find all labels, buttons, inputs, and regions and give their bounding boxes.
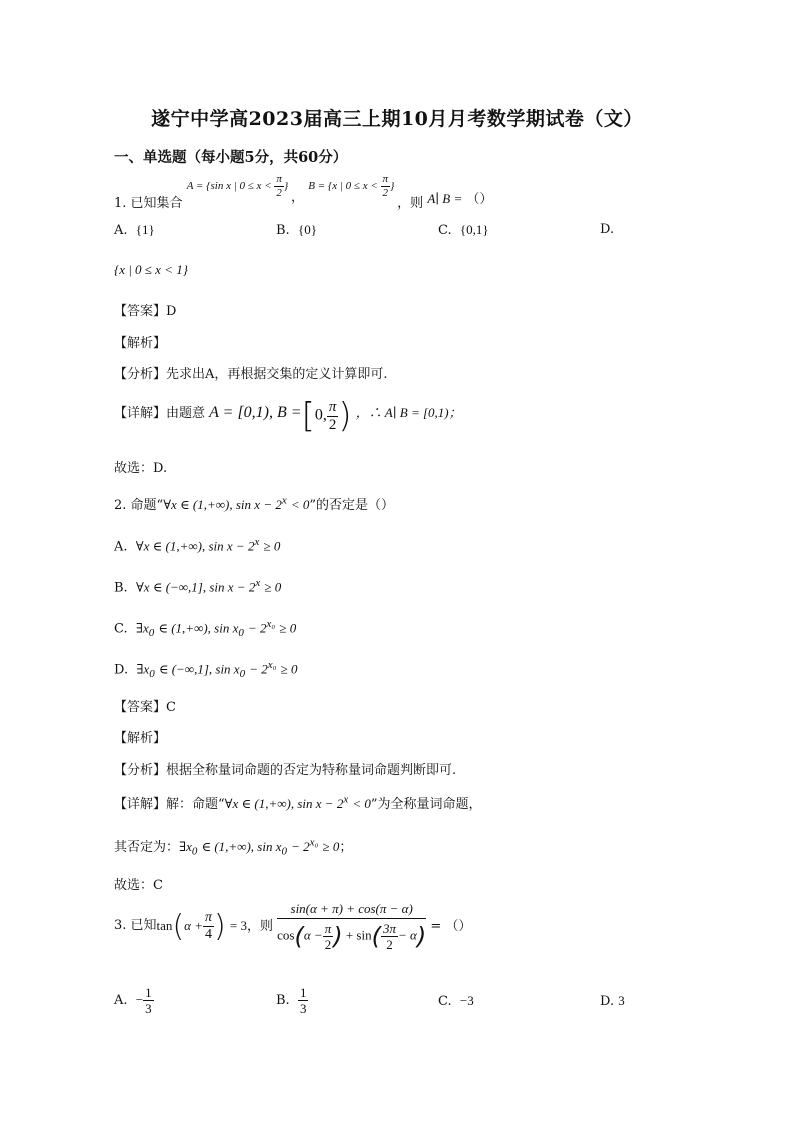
q2-analysis: 【分析】根据全称量词命题的否定为特称量词命题判断即可. [114,763,457,778]
q1-option-d: {x | 0 ≤ x < 1} [114,262,188,277]
question-3-stem: 3. 已知tan(α + $\frac{\pi}{4}$ ) = 3，则 sin(α + π) + cos(π − α) cos(α − $\frac{\pi}{2}$ ) + sin( $\frac{3\pi}{2}$ − α) = （） [114,901,472,952]
q3-denominator: cos(α − $\frac{\pi}{2}$ ) + sin( $\frac{3\pi}{2}$ − α) [277,921,427,952]
q1-set-a: A = {sin x | 0 ≤ x < $\frac{\pi}{2}$ } [186,173,289,199]
q1-answer: 【答案】D [114,304,177,319]
q3-option-a: A. − $\frac{1}{3}$ [114,985,152,1016]
question-2-stem: 2. 命题“∀x ∈ (1,+∞), $\sin x - 2^x < 0$”的否定是（） [114,494,395,513]
q1-option-d-label: D. [600,222,615,237]
q1-analysis: 【分析】先求出A，再根据交集的定义计算即可. [114,367,388,382]
q1-conclusion: 故选：D. [114,461,168,476]
q2-option-c: C. $\exists x_0$ ∈ (1,+∞), $\sin x_0 - 2^{x_0} \ge 0$ [114,618,297,639]
q3-pi-over-4: $\frac{\pi}{4}$ [205,910,213,942]
q2-conclusion: 故选：C [114,878,163,893]
q3-option-d: D. 3 [600,993,625,1009]
q3-big-fraction: sin(α + π) + cos(π − α) cos(α − $\frac{\pi}{2}$ ) + sin( $\frac{3\pi}{2}$ − α) [277,901,427,952]
q1-pi-over-2-a: $\frac{\pi}{2}$ [276,173,282,199]
q2-jiexi: 【解析】 [114,731,167,746]
q1-detail: 【详解】由题意 A = [0,1), B =[0, $\frac{\pi}{2}$ ) ，∴ A∣ B = [0,1)； [114,396,462,436]
q1-option-a: A. {1} [114,222,155,238]
q1-number: 1. 已知集合 [114,196,183,212]
page-title: 遂宁中学高2023届高三上期10月月考数学期试卷（文） [151,108,643,130]
q1-pi-over-2-detail: $\frac{\pi}{2}$ [328,398,337,433]
q2-negation: 其否定为：$\exists x_0$ ∈ (1,+∞), $\sin x_0 - 2^{x_0} \ge 0$； [114,836,353,858]
q2-option-b: B. ∀x ∈ (−∞,1], $\sin x - 2^x \ge 0$ [114,577,282,596]
q2-option-a: A. ∀x ∈ (1,+∞), $\sin x - 2^x \ge 0$ [114,536,281,555]
q1-jiexi: 【解析】 [114,336,167,351]
q3-option-c: C. −3 [438,993,474,1009]
q1-set-b: B = {x | 0 ≤ x < $\frac{\pi}{2}$ } [308,173,395,199]
section-heading: 一、单选题（每小题5分，共60分） [114,149,348,166]
question-1-stem: 1. 已知集合 A = {sin x | 0 ≤ x < $\frac{\pi}{2}$ } ， B = {x | 0 ≤ x < $\frac{\pi}{2}$ } ，则 A∣ B = （） [114,173,493,212]
q1-pi-over-2-b: $\frac{\pi}{2}$ [382,173,389,199]
q2-detail: 【详解】解：命题“∀x ∈ (1,+∞), $\sin x - 2^x < 0$”为全称量词命题， [114,793,482,812]
q1-option-b: B. {0} [276,222,317,238]
q2-option-d: D. $\exists x_0$ ∈ (−∞,1], $\sin x_0 - 2^{x_0} \ge 0$ [114,659,298,680]
q3-option-b: B. $\frac{1}{3}$ [276,985,307,1016]
q2-answer: 【答案】C [114,700,176,715]
q1-option-c: C. {0,1} [438,222,489,238]
